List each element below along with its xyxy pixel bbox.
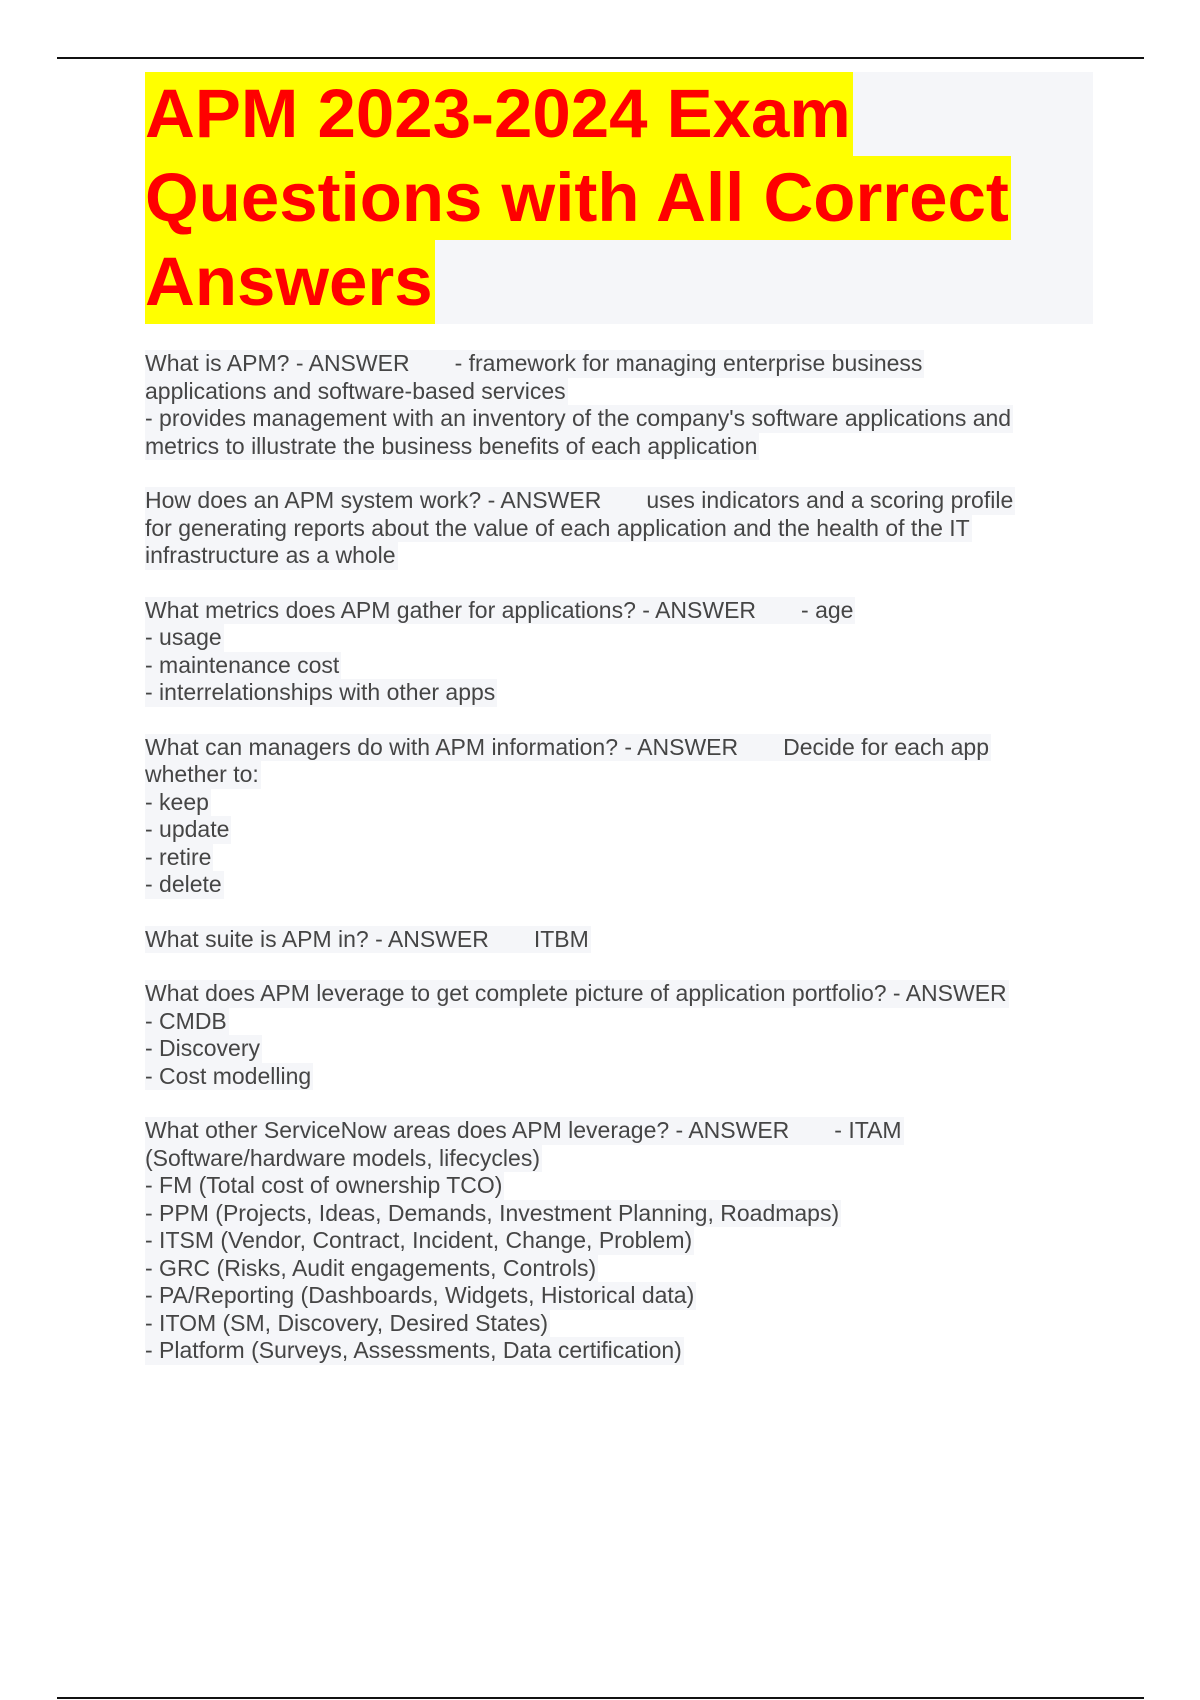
- answer-line: - retire: [145, 843, 212, 870]
- answer-line: - PPM (Projects, Ideas, Demands, Investment Planning, Roadmaps): [145, 1199, 840, 1226]
- answer-line: - usage: [145, 624, 222, 650]
- title-line: Questions with All Correct: [145, 156, 1011, 240]
- question-text: What other ServiceNow areas does APM leverage? - ANSWER: [145, 1117, 790, 1143]
- qa-first-line: [145, 1117, 904, 1145]
- answer-line: whether to:: [145, 761, 259, 787]
- answer-line: - delete: [145, 871, 222, 897]
- qa-item: [145, 734, 1100, 899]
- question-text: What suite is APM in? - ANSWER: [145, 925, 489, 952]
- answer-text: - framework for managing enterprise business: [454, 350, 923, 376]
- answer-line: - Platform (Surveys, Assessments, Data certification): [145, 1337, 682, 1363]
- qa-item: [145, 980, 1100, 1090]
- answer-line: - Discovery: [145, 1035, 261, 1061]
- answer-line: - update: [145, 816, 230, 842]
- answer-text: - age: [801, 596, 854, 623]
- qa-item: [145, 487, 1100, 570]
- question-text: What is APM? - ANSWER: [145, 350, 410, 376]
- qa-first-line: [145, 597, 855, 625]
- answer-line: infrastructure as a whole: [145, 542, 396, 568]
- answer-line: - PA/Reporting (Dashboards, Widgets, Historical data): [145, 1282, 695, 1308]
- answer-line: applications and software-based services: [145, 377, 566, 404]
- answer-line: - provides management with an inventory of the company's software applications and: [145, 405, 1012, 431]
- answer-line: - CMDB: [145, 1007, 227, 1034]
- qa-list: [145, 350, 1100, 1392]
- answer-line: - keep: [145, 788, 209, 815]
- answer-text: uses indicators and a scoring profile: [646, 487, 1014, 513]
- answer-text: - ITAM: [834, 1117, 902, 1143]
- answer-line: - maintenance cost: [145, 651, 340, 678]
- question-text: What metrics does APM gather for applications? - ANSWER: [145, 596, 757, 623]
- question-text: What does APM leverage to get complete picture of application portfolio? - ANSWER: [145, 980, 1007, 1006]
- answer-line: for generating reports about the value of each application and the health of the IT: [145, 514, 970, 541]
- qa-first-line: [145, 734, 991, 762]
- bottom-divider: [57, 1697, 1144, 1699]
- qa-first-line: [145, 926, 591, 954]
- qa-first-line: [145, 350, 924, 378]
- answer-text: Decide for each app: [783, 733, 989, 760]
- title-line: APM 2023-2024 Exam: [145, 72, 853, 156]
- document-title: [145, 72, 1093, 324]
- question-text: What can managers do with APM information? - ANSWER: [145, 733, 739, 760]
- answer-line: - ITSM (Vendor, Contract, Incident, Change, Problem): [145, 1227, 693, 1253]
- answer-line: - FM (Total cost of ownership TCO): [145, 1172, 503, 1198]
- qa-item: [145, 597, 1100, 707]
- top-divider: [57, 57, 1144, 59]
- qa-first-line: [145, 487, 1015, 515]
- question-text: How does an APM system work? - ANSWER: [145, 487, 602, 513]
- answer-line: - Cost modelling: [145, 1062, 312, 1089]
- qa-first-line: [145, 980, 1009, 1008]
- answer-text: ITBM: [533, 925, 589, 952]
- title-line: Answers: [145, 240, 435, 324]
- qa-item: [145, 350, 1100, 460]
- answer-line: - GRC (Risks, Audit engagements, Controls): [145, 1254, 597, 1281]
- answer-line: - interrelationships with other apps: [145, 679, 496, 705]
- answer-line: - ITOM (SM, Discovery, Desired States): [145, 1309, 548, 1336]
- qa-item: [145, 1117, 1100, 1365]
- qa-item: [145, 926, 1100, 954]
- answer-line: (Software/hardware models, lifecycles): [145, 1144, 540, 1171]
- answer-line: metrics to illustrate the business benefits of each application: [145, 432, 758, 459]
